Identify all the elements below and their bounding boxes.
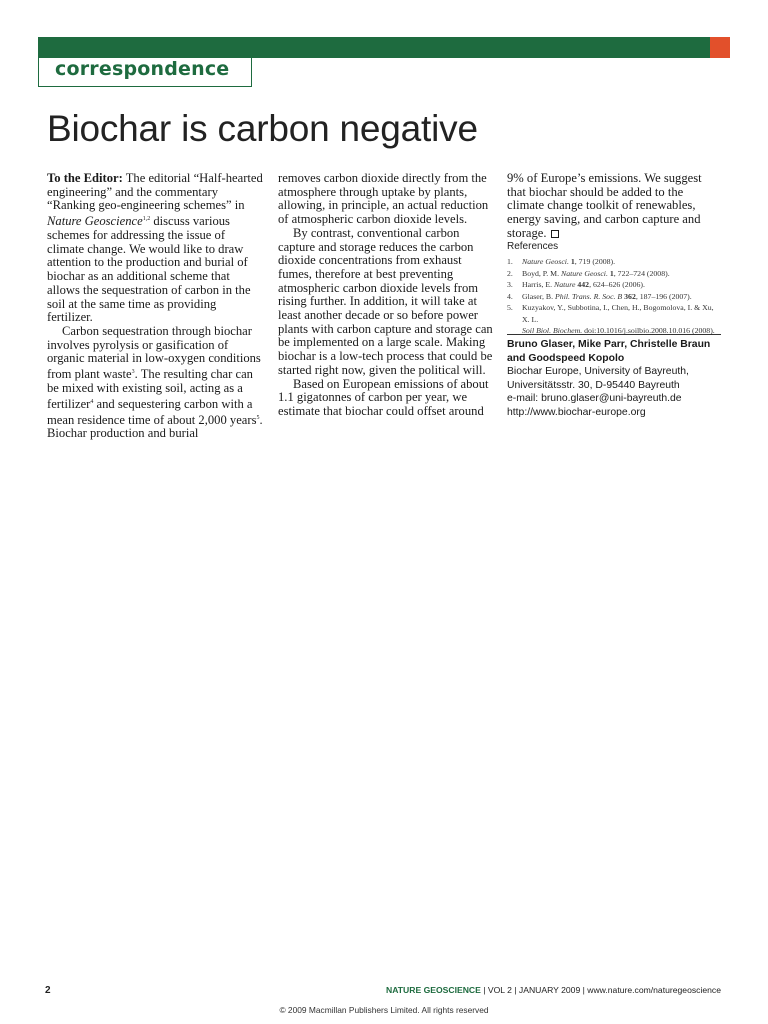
citation: 5 (256, 414, 260, 421)
journal-footer (386, 985, 721, 995)
copyright-notice: © 2009 Macmillan Publishers Limited. All rights reserved (279, 1005, 489, 1015)
paragraph-3: removes carbon dioxide directly from the atmosphere through uptake by plants, allowing, in principle, an actual reduction of atmospheric carbon dioxide levels. (278, 171, 489, 227)
reference-item: 4. Glaser, B. Phil. Trans. R. Soc. B 362, 187–196 (2007). (507, 291, 692, 301)
author-names: Bruno Glaser, Mike Parr, Christelle Braun (507, 339, 711, 350)
references-heading: References (507, 241, 559, 252)
paragraph-2: Carbon sequestration through biochar involves pyrolysis or gasification of organic material in low-oxygen conditions from plant waste$^3$. The resulting char can be mixed with existing soil, acting as a fertilizer$^4$ and sequestering carbon with a mean residence time of about 2,000 years$^5$. Biochar production and burial (47, 323, 263, 441)
lead-in: To the Editor: (47, 171, 123, 185)
body-column-2 (278, 172, 494, 419)
body-column-3 (507, 172, 723, 241)
header-corner-accent (710, 37, 730, 58)
header-bar (38, 37, 710, 58)
paragraph-1: To the Editor: The editorial “Half-hearted engineering” and the commentary “Ranking geo-engineering schemes” in Nature Geoscience$^{1,2}$ discuss various schemes for addressing the issue of climate change. We would like to draw attention to the production and burial of biochar as an additional scheme that allows the sequestration of carbon in the soil at the same time as providing fertilizer. (47, 171, 263, 325)
end-of-article-icon (551, 230, 559, 238)
reference-item: 1. Nature Geosci. 1, 719 (2008). (507, 257, 616, 266)
affiliation: Universitätsstr. 30, D-95440 Bayreuth (507, 379, 680, 391)
divider (507, 334, 721, 335)
citation: 3 (131, 369, 135, 376)
reference-item: 2. Boyd, P. M. Nature Geosci. 1, 722–724 (2008). (507, 268, 670, 278)
paragraph-6: 9% of Europe’s emissions. We suggest that biochar should be added to the climate change toolkit of renewables, energy saving, and carbon capture and storage. (507, 171, 702, 240)
page-number: 2 (45, 985, 51, 996)
affiliation: Biochar Europe, University of Bayreuth, (507, 366, 689, 378)
author-website: http://www.biochar-europe.org (507, 406, 646, 418)
issue-details: | VOL 2 | JANUARY 2009 | www.nature.com/naturegeoscience (480, 985, 721, 995)
reference-item: 5. Kuzyakov, Y., Subbotina, I., Chen, H., Bogomolova, I. & Xu, X. L. Soil Biol. Biochem. doi:10.1016/j.soilbio.2008.10.016 (2008). (507, 303, 715, 335)
author-email: e-mail: bruno.glaser@uni-bayreuth.de (507, 393, 682, 405)
references-list (507, 256, 723, 337)
journal-title: NATURE GEOSCIENCE (386, 985, 481, 995)
section-label: correspondence (55, 58, 230, 80)
journal-name: Nature Geoscience (47, 214, 143, 229)
author-block (507, 338, 737, 420)
paragraph-4: By contrast, conventional carbon capture and storage reduces the carbon dioxide concentrations from exhaust fumes, therefore at best preventing atmospheric carbon dioxide levels from rising further. In addition, it will take at least another decade or so before power plants with carbon capture and storage can be implemented on a large scale. Making biochar is a low-tech process that could be started right now, given the political will. (278, 225, 493, 377)
citation: 1,2 (142, 216, 151, 223)
reference-item: 3. Harris, E. Nature 442, 624–626 (2006). (507, 280, 645, 289)
body-column-1 (47, 172, 263, 441)
author-names: and Goodspeed Kopolo (507, 352, 625, 364)
paragraph-5: Based on European emissions of about 1.1 gigatonnes of carbon per year, we estimate that biochar could offset around (278, 376, 489, 418)
article-title: Biochar is carbon negative (47, 108, 478, 149)
citation: 4 (90, 398, 94, 405)
